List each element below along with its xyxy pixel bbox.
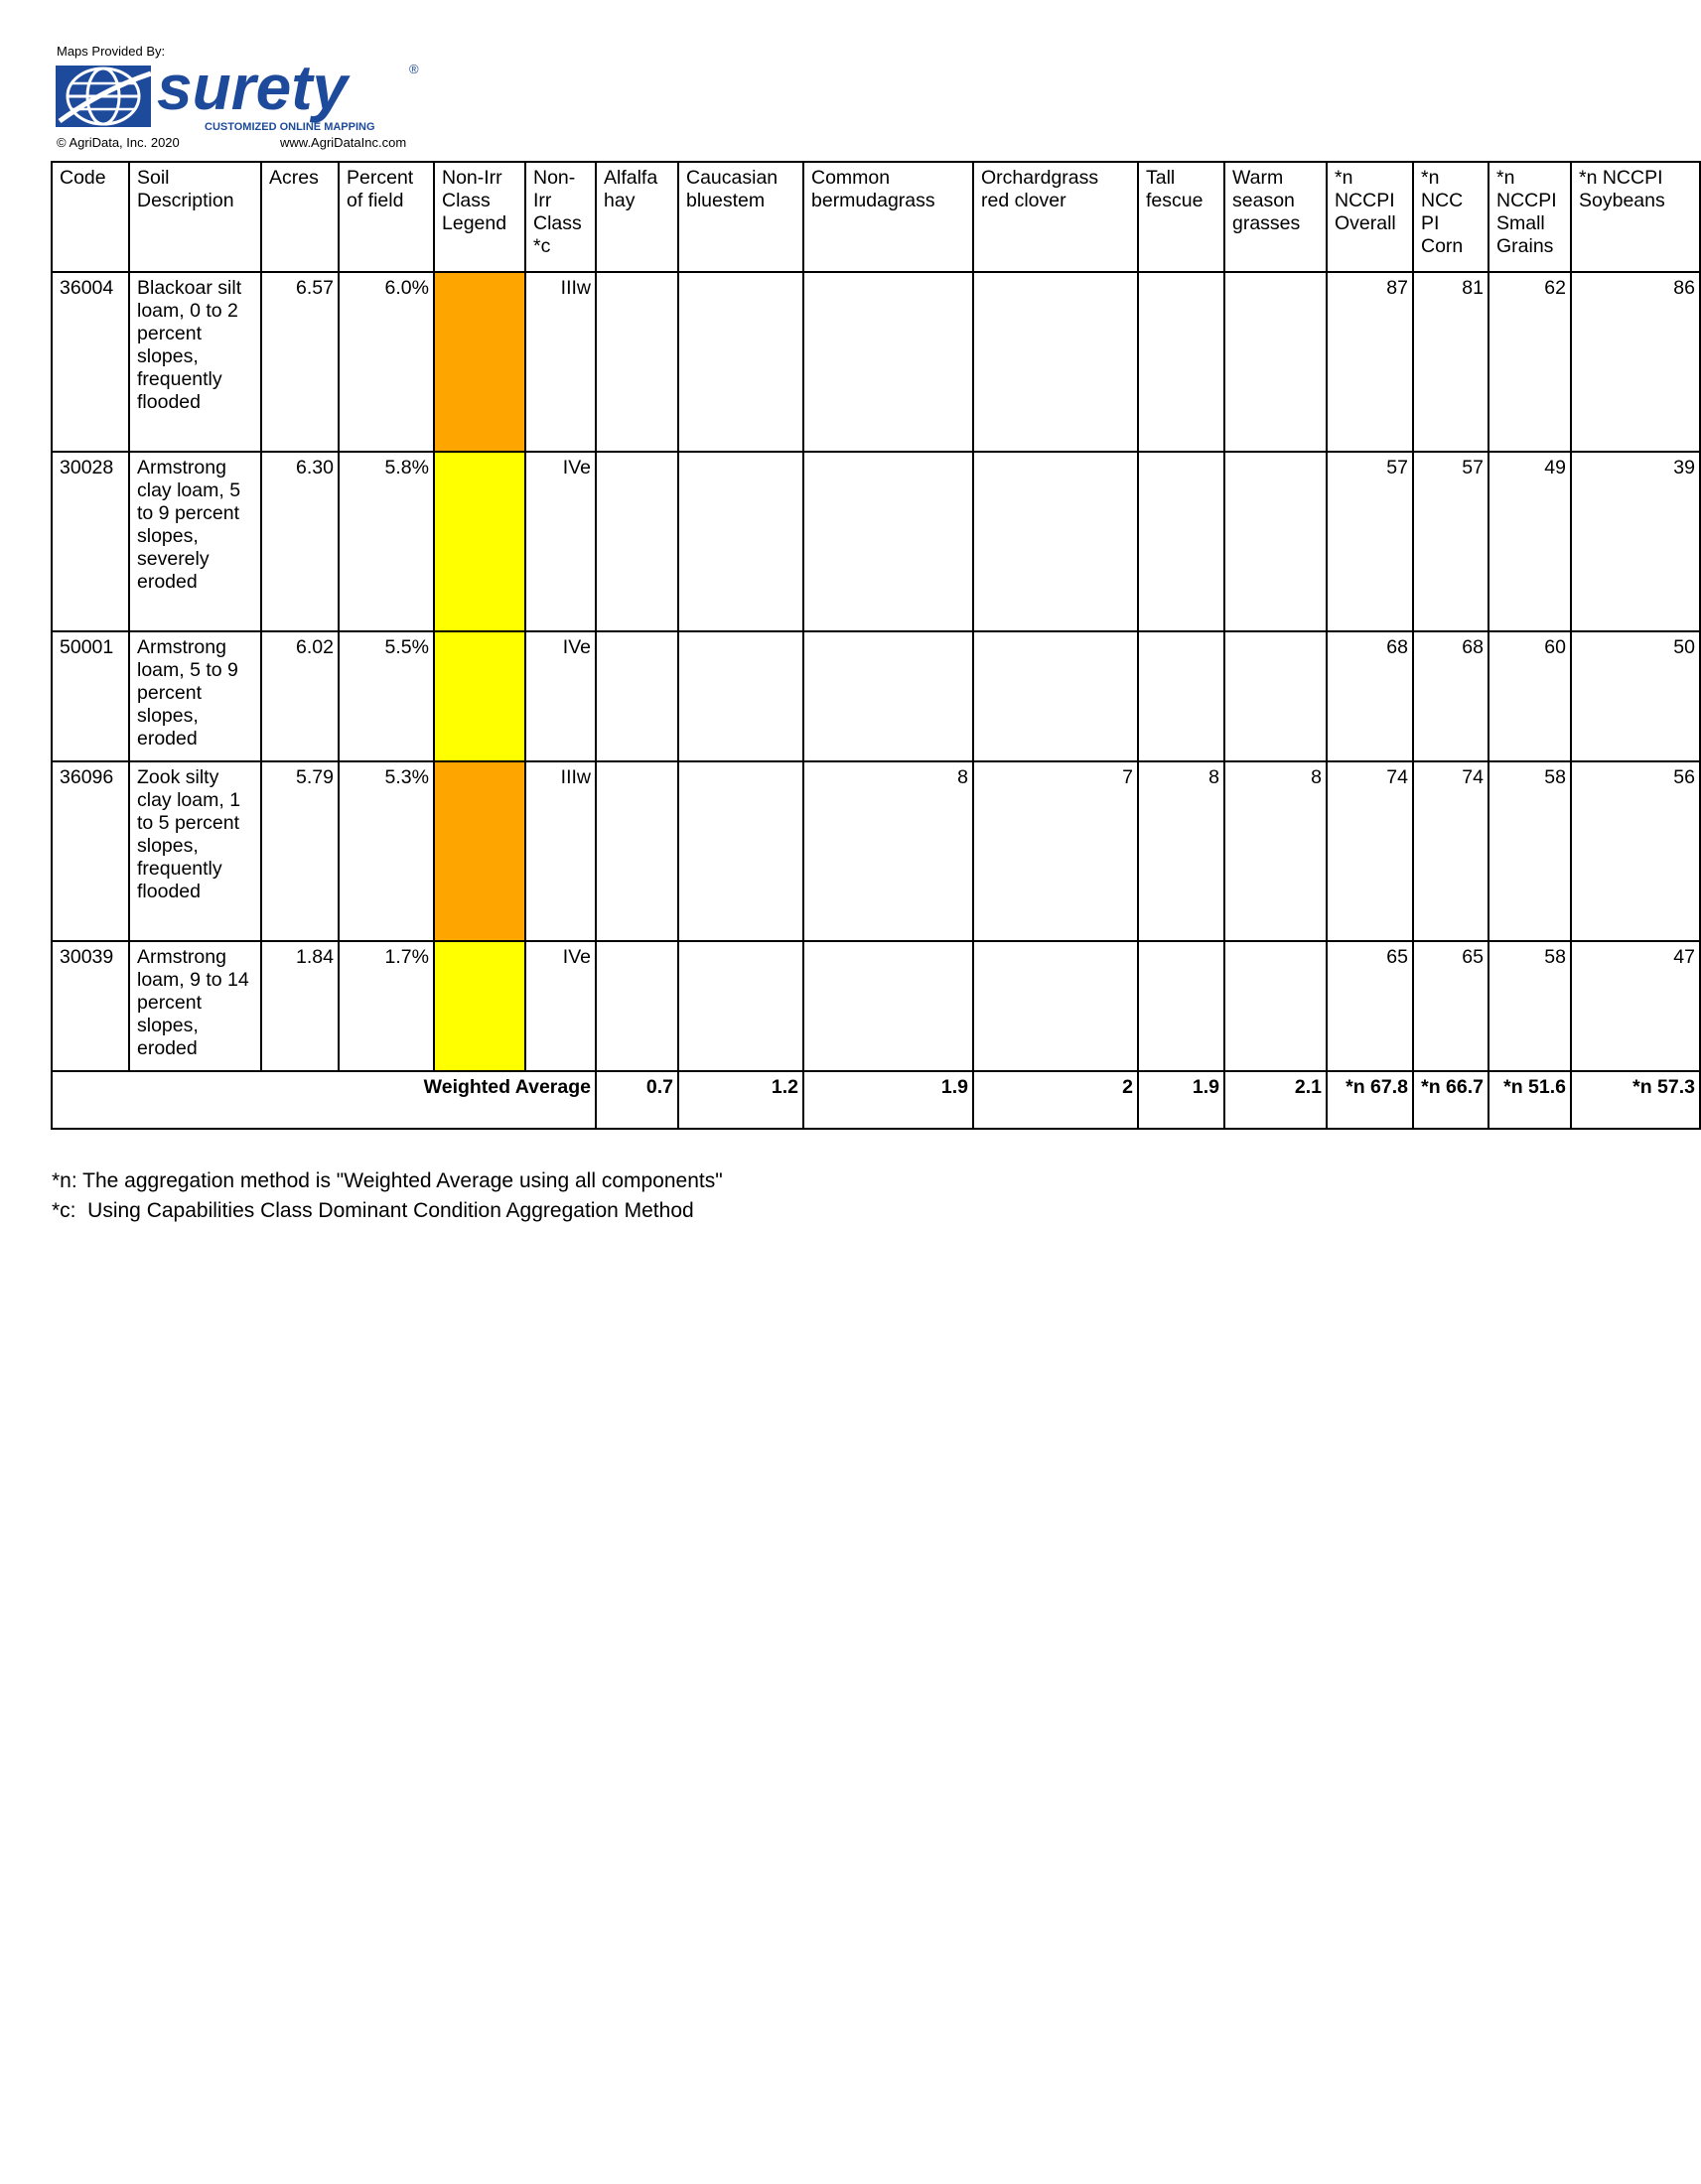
column-header-nccpi-overall: *n NCCPI Overall [1327, 162, 1413, 272]
column-header-nccpi-corn: *n NCC PI Corn [1413, 162, 1488, 272]
avg-caucasian: 1.2 [678, 1071, 803, 1129]
cell-caucasian [678, 761, 803, 941]
cell-nccpi-soybeans: 56 [1571, 761, 1700, 941]
logo-tagline: CUSTOMIZED ONLINE MAPPING [205, 121, 375, 133]
cell-orchard [973, 272, 1138, 452]
cell-description: Zook silty clay loam, 1 to 5 percent slopes, frequently flooded [129, 761, 261, 941]
cell-acres: 6.57 [261, 272, 339, 452]
soil-table [51, 161, 1701, 1130]
cell-class: IVe [525, 941, 596, 1071]
cell-acres: 6.02 [261, 631, 339, 761]
cell-bermuda [803, 452, 973, 631]
cell-class: IVe [525, 452, 596, 631]
footnote-c: *c: Using Capabilities Class Dominant Condition Aggregation Method [52, 1199, 694, 1222]
column-header-acres: Acres [261, 162, 339, 272]
cell-caucasian [678, 272, 803, 452]
cell-percent: 5.8% [339, 452, 434, 631]
cell-nccpi-small-grains: 58 [1488, 941, 1571, 1071]
column-header-class: Non-Irr Class *c [525, 162, 596, 272]
cell-warm [1224, 631, 1327, 761]
cell-description: Armstrong clay loam, 5 to 9 percent slopes, severely eroded [129, 452, 261, 631]
cell-caucasian [678, 631, 803, 761]
cell-orchard [973, 631, 1138, 761]
maps-provided-by: Maps Provided By: [57, 44, 166, 59]
cell-class: IVe [525, 631, 596, 761]
cell-nccpi-soybeans: 47 [1571, 941, 1700, 1071]
weighted-average-row [52, 1071, 1700, 1129]
cell-nccpi-corn: 81 [1413, 272, 1488, 452]
cell-alfalfa [596, 761, 678, 941]
cell-nccpi-corn: 57 [1413, 452, 1488, 631]
column-header-legend: Non-Irr Class Legend [434, 162, 525, 272]
cell-nccpi-corn: 68 [1413, 631, 1488, 761]
avg-alfalfa: 0.7 [596, 1071, 678, 1129]
cell-orchard [973, 452, 1138, 631]
cell-code: 36096 [52, 761, 129, 941]
cell-fescue [1138, 452, 1224, 631]
cell-fescue [1138, 941, 1224, 1071]
cell-percent: 5.3% [339, 761, 434, 941]
column-header-percent: Percent of field [339, 162, 434, 272]
cell-acres: 5.79 [261, 761, 339, 941]
cell-fescue [1138, 631, 1224, 761]
cell-percent: 5.5% [339, 631, 434, 761]
table-row [52, 941, 1700, 1071]
cell-fescue [1138, 272, 1224, 452]
column-header-orchard: Orchardgrass red clover [973, 162, 1138, 272]
cell-code: 36004 [52, 272, 129, 452]
column-header-nccpi-small-grains: *n NCCPI Small Grains [1488, 162, 1571, 272]
cell-code: 50001 [52, 631, 129, 761]
cell-description: Armstrong loam, 5 to 9 percent slopes, eroded [129, 631, 261, 761]
avg-nccpi-overall: *n 67.8 [1327, 1071, 1413, 1129]
table-header-row [52, 162, 1700, 272]
avg-nccpi-corn: *n 66.7 [1413, 1071, 1488, 1129]
cell-nccpi-overall: 57 [1327, 452, 1413, 631]
cell-nccpi-soybeans: 86 [1571, 272, 1700, 452]
table-row [52, 272, 1700, 452]
cell-legend-swatch [434, 761, 525, 941]
cell-code: 30028 [52, 452, 129, 631]
cell-bermuda [803, 941, 973, 1071]
cell-orchard: 7 [973, 761, 1138, 941]
cell-class: IIIw [525, 761, 596, 941]
cell-nccpi-overall: 68 [1327, 631, 1413, 761]
column-header-warm: Warm season grasses [1224, 162, 1327, 272]
cell-alfalfa [596, 941, 678, 1071]
cell-warm [1224, 941, 1327, 1071]
surety-logo [56, 52, 425, 135]
column-header-alfalfa: Alfalfa hay [596, 162, 678, 272]
cell-percent: 6.0% [339, 272, 434, 452]
column-header-code: Code [52, 162, 129, 272]
cell-nccpi-overall: 65 [1327, 941, 1413, 1071]
copyright: © AgriData, Inc. 2020 [57, 135, 180, 150]
cell-warm [1224, 272, 1327, 452]
cell-fescue: 8 [1138, 761, 1224, 941]
footnotes [52, 1166, 723, 1226]
footnote-n: *n: The aggregation method is "Weighted Average using all components" [52, 1169, 723, 1192]
cell-nccpi-small-grains: 58 [1488, 761, 1571, 941]
weighted-average-label: Weighted Average [52, 1071, 596, 1129]
avg-nccpi-soybeans: *n 57.3 [1571, 1071, 1700, 1129]
cell-bermuda: 8 [803, 761, 973, 941]
avg-fescue: 1.9 [1138, 1071, 1224, 1129]
cell-acres: 6.30 [261, 452, 339, 631]
cell-warm [1224, 452, 1327, 631]
avg-bermuda: 1.9 [803, 1071, 973, 1129]
cell-nccpi-overall: 87 [1327, 272, 1413, 452]
cell-bermuda [803, 631, 973, 761]
cell-legend-swatch [434, 272, 525, 452]
website-link[interactable]: www.AgriDataInc.com [280, 135, 407, 150]
table-row [52, 452, 1700, 631]
cell-code: 30039 [52, 941, 129, 1071]
cell-nccpi-corn: 65 [1413, 941, 1488, 1071]
cell-description: Blackoar silt loam, 0 to 2 percent slopes, frequently flooded [129, 272, 261, 452]
cell-nccpi-corn: 74 [1413, 761, 1488, 941]
cell-alfalfa [596, 631, 678, 761]
cell-class: IIIw [525, 272, 596, 452]
cell-acres: 1.84 [261, 941, 339, 1071]
column-header-nccpi-soybeans: *n NCCPI Soybeans [1571, 162, 1700, 272]
avg-nccpi-small-grains: *n 51.6 [1488, 1071, 1571, 1129]
cell-alfalfa [596, 452, 678, 631]
column-header-soil-description: Soil Description [129, 162, 261, 272]
cell-orchard [973, 941, 1138, 1071]
cell-nccpi-soybeans: 39 [1571, 452, 1700, 631]
cell-legend-swatch [434, 452, 525, 631]
avg-warm: 2.1 [1224, 1071, 1327, 1129]
cell-description: Armstrong loam, 9 to 14 percent slopes, eroded [129, 941, 261, 1071]
cell-caucasian [678, 452, 803, 631]
cell-warm: 8 [1224, 761, 1327, 941]
globe-icon [56, 66, 151, 127]
table-row [52, 631, 1700, 761]
cell-nccpi-small-grains: 62 [1488, 272, 1571, 452]
cell-nccpi-soybeans: 50 [1571, 631, 1700, 761]
cell-nccpi-overall: 74 [1327, 761, 1413, 941]
cell-legend-swatch [434, 631, 525, 761]
cell-nccpi-small-grains: 49 [1488, 452, 1571, 631]
cell-nccpi-small-grains: 60 [1488, 631, 1571, 761]
column-header-bermuda: Common bermudagrass [803, 162, 973, 272]
logo-registered-mark: ® [409, 62, 419, 76]
cell-caucasian [678, 941, 803, 1071]
logo-wordmark: surety [157, 52, 349, 123]
cell-bermuda [803, 272, 973, 452]
column-header-caucasian: Caucasian bluestem [678, 162, 803, 272]
cell-legend-swatch [434, 941, 525, 1071]
table-row [52, 761, 1700, 941]
cell-alfalfa [596, 272, 678, 452]
avg-orchard: 2 [973, 1071, 1138, 1129]
cell-percent: 1.7% [339, 941, 434, 1071]
column-header-fescue: Tall fescue [1138, 162, 1224, 272]
